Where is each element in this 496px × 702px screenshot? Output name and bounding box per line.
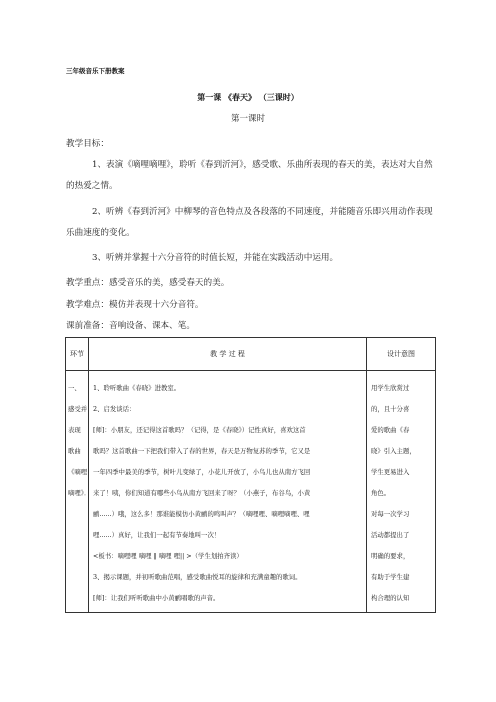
period-subtitle: 第一课时 <box>230 114 265 124</box>
objective-item-3: 3、听辨并掌握十六分音符的时值长短，并能在实践活动中运用。 <box>92 253 339 263</box>
intent-line: 活动都提出了 <box>371 531 410 539</box>
document-header: 三年级音乐下册教案 <box>66 67 125 75</box>
process-line: <板书：嘀哩哩 嘀哩 ‖ 嘀哩 哩|| >（学生划拍齐读） <box>93 552 243 560</box>
header-stage: 环节 <box>66 338 89 371</box>
intent-line: 爱的歌曲《春 <box>371 426 410 434</box>
stage-line: 一、 <box>68 384 81 392</box>
intent-line: 有助于学生建 <box>371 573 410 581</box>
table-row <box>66 371 436 613</box>
process-line: 来了！咦，你们知道有哪些小鸟从南方飞回来了呀？（小燕子，布谷鸟，小黄 <box>93 489 311 497</box>
process-line: 哩......）真好，让我们一起有节奏地叫一次！ <box>93 531 221 539</box>
stage-line: 歌曲 <box>68 447 81 455</box>
stage-line: 感受并 <box>68 405 88 413</box>
stage-cell <box>66 371 89 613</box>
process-line: 鹂......）哦，这么多！那谁能模仿小黄鹂的鸣叫声？（嘀哩哩、嘀哩嘀哩、哩 <box>93 510 310 518</box>
process-line: [师]：让我们听听歌曲中小黄鹂唱歌的声音。 <box>93 594 220 602</box>
process-line: 一年四季中最美的季节，树叶儿变绿了，小花儿开放了，小鸟儿也从南方飞回 <box>93 468 311 476</box>
header-process: 教 学 过 程 <box>89 338 367 371</box>
process-line: [师]：小朋友，还记得这首歌吗？（记得，是《春晓》）记性真好，喜欢这首 <box>93 426 306 434</box>
intent-line: 明确的要求， <box>371 552 410 560</box>
process-line: 歌吗？这首歌曲一下把我们带入了春的世界，春天是万物复苏的季节，它又是 <box>93 447 311 455</box>
intent-line: 晓》引入主题， <box>371 447 416 455</box>
intent-line: 学生更易进入 <box>371 468 410 476</box>
objective-item-2: 2、听辨《春到沂河》中柳琴的音色特点及各段落的不同速度，并能随音乐即兴用动作表现乐曲速度的变化。 <box>66 207 433 238</box>
objectives-heading: 教学目标： <box>66 139 109 149</box>
table-header-row <box>66 338 436 371</box>
process-line: 2、启发谈话： <box>93 405 136 413</box>
intent-line: 用学生欣赏过 <box>371 384 410 392</box>
intent-line: 的，且十分喜 <box>371 405 410 413</box>
process-line: 3、揭示课题，并初听歌曲范唱，感受歌曲悦耳的旋律和充满童趣的歌词。 <box>93 573 302 581</box>
intent-cell <box>367 371 436 613</box>
intent-line: 构合理的认知 <box>371 594 410 602</box>
teaching-difficulty: 教学难点：模仿并表现十六分音符。 <box>66 300 204 310</box>
lesson-title: 第一课 《春天》 （三课时） <box>197 93 299 102</box>
intent-line: 对每一次学习 <box>371 510 410 518</box>
stage-line: 嘀哩》． <box>68 489 91 497</box>
process-cell <box>89 371 367 613</box>
stage-line: 表现 <box>68 426 81 434</box>
class-preparation: 课前准备：音响设备、课本、笔。 <box>66 321 195 331</box>
stage-line: 《嘀哩 <box>68 468 88 476</box>
objective-item-1: 1、表演《嘀哩嘀哩》，聆听《春到沂河》，感受歌、乐曲所表现的春天的美，表达对大自然的热爱之情。 <box>66 160 433 191</box>
intent-line: 角色。 <box>371 489 391 497</box>
header-intent: 设计意图 <box>367 338 436 371</box>
teaching-key-point: 教学重点：感受音乐的美，感受春天的美。 <box>66 278 230 288</box>
lesson-plan-table <box>65 337 436 613</box>
process-line: 1、聆听歌曲《春晓》进教室。 <box>93 384 181 392</box>
